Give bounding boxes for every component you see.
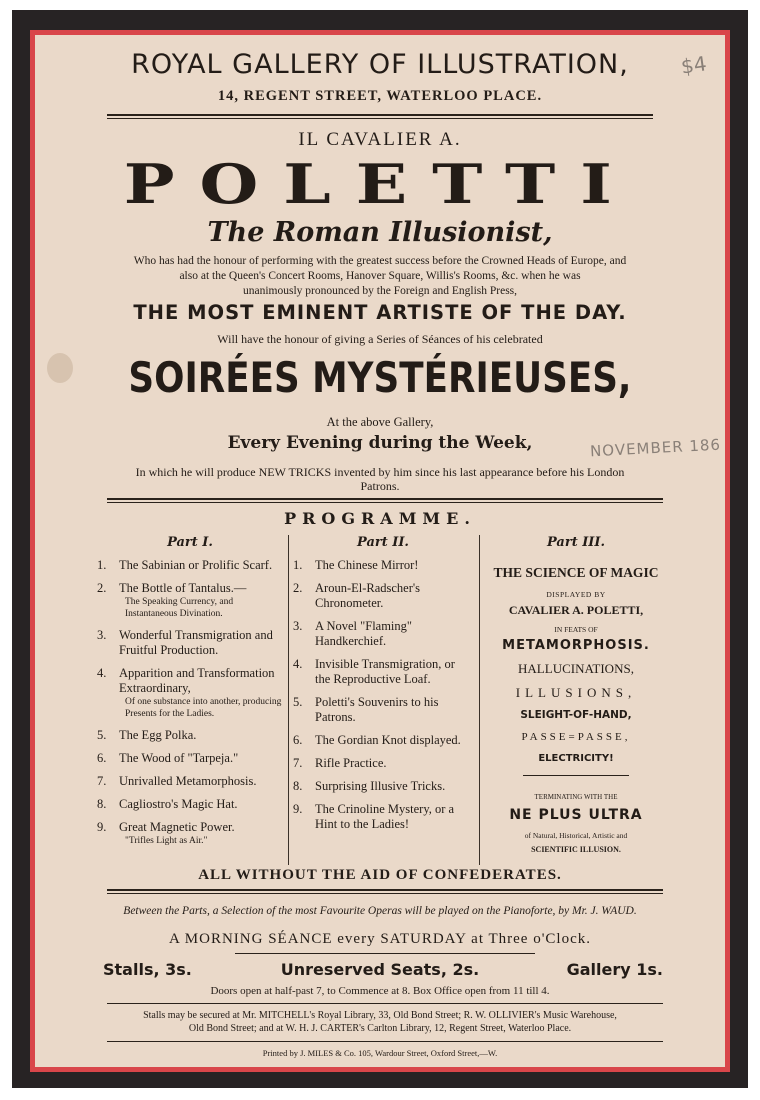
programme-item [97, 728, 283, 743]
programme-item [97, 581, 283, 620]
programme-item [97, 797, 283, 812]
part-3-heading: Part III. [547, 535, 605, 550]
programme-item-number: 9. [293, 802, 303, 816]
programme-heading: PROGRAMME. [284, 509, 476, 528]
programme-item-title: The Egg Polka. [119, 728, 197, 742]
part-1-list [97, 558, 283, 847]
programme-item-number: 3. [293, 619, 303, 633]
programme-item [293, 619, 473, 649]
series-intro: Will have the honour of giving a Series of Séances of his celebrated [217, 332, 543, 346]
honours-line-3: unanimously pronounced by the Foreign and English Press, [242, 285, 518, 297]
programme-item [293, 657, 473, 687]
gallery-address: 14, REGENT STREET, WATERLOO PLACE. [217, 88, 543, 104]
programme-item-number: 5. [97, 728, 107, 742]
programme-item [293, 779, 473, 794]
operas-line: Between the Parts, a Selection of the most Favourite Operas will be played on the Pianoforte, by Mr. J. WAUD. [123, 905, 637, 917]
programme-item-number: 5. [293, 695, 303, 709]
morning-seance: A MORNING SÉANCE every SATURDAY at Three o'Clock. [169, 931, 591, 947]
show-title: SOIRÉES MYSTÉRIEUSES, [128, 353, 632, 402]
acclaim-line: THE MOST EMINENT ARTISTE OF THE DAY. [133, 301, 627, 324]
programme-item-number: 6. [97, 751, 107, 765]
divider [107, 889, 663, 891]
programme-item-number: 8. [293, 779, 303, 793]
programme-item-number: 4. [293, 657, 303, 671]
programme-item-title: Unrivalled Metamorphosis. [119, 774, 257, 788]
programme-part-1 [97, 535, 283, 855]
programme-item-subtitle: "Trifles Light as Air." [125, 836, 208, 846]
programme-item [293, 802, 473, 832]
performer-title: IL CAVALIER A. [298, 129, 462, 150]
programme-item [97, 774, 283, 789]
programme-item-title: Apparition and Transformation Extraordinary, [119, 666, 275, 695]
passe-passe: PASSE=PASSE, [521, 731, 631, 743]
programme-item [293, 695, 473, 725]
natural-historical-line: of Natural, Historical, Artistic and [524, 831, 628, 840]
part-1-heading: Part I. [167, 535, 213, 550]
programme-part-2 [293, 535, 473, 840]
divider [107, 118, 653, 119]
programme-item-title: Invisible Transmigration, or the Reproductive Loaf. [315, 657, 455, 686]
programme-item-number: 7. [293, 756, 303, 770]
programme-item-title: Aroun-El-Radscher's Chronometer. [315, 581, 420, 610]
poster-sheet [30, 30, 730, 1072]
programme-item-number: 9. [97, 820, 107, 834]
programme-item-number: 6. [293, 733, 303, 747]
programme-item-number: 2. [97, 581, 107, 595]
programme-item-number: 1. [293, 558, 303, 572]
programme-item [97, 628, 283, 658]
performer-epithet: The Roman Illusionist, [207, 217, 553, 248]
programme-item [97, 666, 283, 720]
divider [107, 114, 653, 116]
programme-item [97, 820, 283, 847]
programme-item [293, 756, 473, 771]
programme-item [293, 733, 473, 748]
programme-item-number: 1. [97, 558, 107, 572]
programme-item [293, 581, 473, 611]
programme-item-title: The Gordian Knot displayed. [315, 733, 461, 747]
venue-line: At the above Gallery, [326, 415, 434, 429]
divider [107, 893, 663, 894]
programme-item [97, 558, 283, 573]
part-2-list [293, 558, 473, 832]
handwritten-date-note: NOVEMBER 186 [589, 435, 722, 461]
metamorphosis: METAMORPHOSIS. [502, 638, 650, 653]
programme-item [97, 751, 283, 766]
performer-name: POLETTI [123, 152, 637, 216]
booking-line-1: Stalls may be secured at Mr. MITCHELL's Royal Library, 33, Old Bond Street; R. W. OLLIVIER's Music Warehouse, [143, 1010, 617, 1021]
programme-item-title: The Wood of "Tarpeja." [119, 751, 239, 765]
honours-line-2: also at the Queen's Concert Rooms, Hanover Square, Willis's Rooms, &c. when he was [179, 270, 581, 282]
no-confederates: ALL WITHOUT THE AID OF CONFEDERATES. [198, 867, 562, 883]
performer-name-wrap [35, 153, 725, 215]
programme-item-title: The Sabinian or Prolific Scarf. [119, 558, 273, 572]
handwritten-price-note: $4 [679, 51, 708, 79]
divider [235, 953, 535, 954]
programme-item-title: A Novel "Flaming" Handkerchief. [315, 619, 413, 648]
doors-line: Doors open at half-past 7, to Commence at 8. Box Office open from 11 till 4. [210, 985, 550, 997]
divider [523, 775, 629, 776]
price-stalls: Stalls, 3s. [103, 960, 192, 979]
part-3-performer: CAVALIER A. POLETTI, [508, 603, 644, 617]
programme-item-subtitle: Of one substance into another, producing Presents for the Ladies. [125, 697, 282, 719]
programme-part-3 [483, 535, 669, 865]
new-tricks-line-1: In which he will produce NEW TRICKS invented by him since his last appearance before his London [135, 465, 625, 479]
schedule-line: Every Evening during the Week, [227, 433, 533, 453]
programme-item-title: Cagliostro's Magic Hat. [119, 797, 238, 811]
programme-item-title: Great Magnetic Power. [119, 820, 235, 834]
gallery-name: ROYAL GALLERY OF ILLUSTRATION, [131, 49, 629, 80]
ne-plus-ultra: NE PLUS ULTRA [509, 807, 643, 823]
programme-item-title: The Bottle of Tantalus.— [119, 581, 247, 595]
new-tricks-line-2: Patrons. [360, 479, 400, 493]
hallucinations: HALLUCINATIONS, [518, 661, 634, 676]
programme-item-number: 2. [293, 581, 303, 595]
price-unreserved: Unreserved Seats, 2s. [280, 960, 480, 979]
programme-item-number: 4. [97, 666, 107, 680]
programme-item-number: 8. [97, 797, 107, 811]
programme-item-title: Poletti's Souvenirs to his Patrons. [315, 695, 439, 724]
programme-item-number: 3. [97, 628, 107, 642]
printer-credit: Printed by J. MILES & Co. 105, Wardour Street, Oxford Street,—W. [262, 1048, 498, 1058]
electricity: ELECTRICITY! [538, 753, 614, 764]
sleight-of-hand: SLEIGHT-OF-HAND, [520, 709, 632, 721]
displayed-by: DISPLAYED BY [546, 590, 606, 599]
column-divider [479, 535, 480, 865]
programme-item-title: Rifle Practice. [315, 756, 387, 770]
booking-line-2: Old Bond Street; and at W. H. J. CARTER's Carlton Library, 12, Regent Street, Waterloo Place. [188, 1023, 572, 1034]
programme-item-subtitle: The Speaking Currency, and Instantaneous Divination. [125, 597, 234, 619]
price-gallery: Gallery 1s. [566, 960, 663, 979]
programme-item-title: The Chinese Mirror! [315, 558, 419, 572]
programme-item-title: The Crinoline Mystery, or a Hint to the Ladies! [315, 802, 455, 831]
divider [107, 1041, 663, 1042]
honours-line-1: Who has had the honour of performing with the greatest success before the Crowned Heads of Europe, and [133, 255, 627, 267]
terminating-with: TERMINATING WITH THE [534, 793, 618, 801]
programme-item [293, 558, 473, 573]
science-of-magic: THE SCIENCE OF MAGIC [493, 565, 659, 580]
illusions: ILLUSIONS, [515, 685, 637, 700]
programme-item-title: Wonderful Transmigration and Fruitful Production. [119, 628, 273, 657]
scientific-illusion: SCIENTIFIC ILLUSION. [531, 845, 621, 854]
programme-item-number: 7. [97, 774, 107, 788]
in-feats-of: IN FEATS OF [554, 625, 598, 634]
column-divider [288, 535, 289, 865]
show-title-wrap [35, 351, 725, 405]
divider [107, 1003, 663, 1004]
divider [107, 498, 663, 500]
part-2-heading: Part II. [357, 535, 409, 550]
programme-item-title: Surprising Illusive Tricks. [315, 779, 446, 793]
divider [107, 502, 663, 503]
